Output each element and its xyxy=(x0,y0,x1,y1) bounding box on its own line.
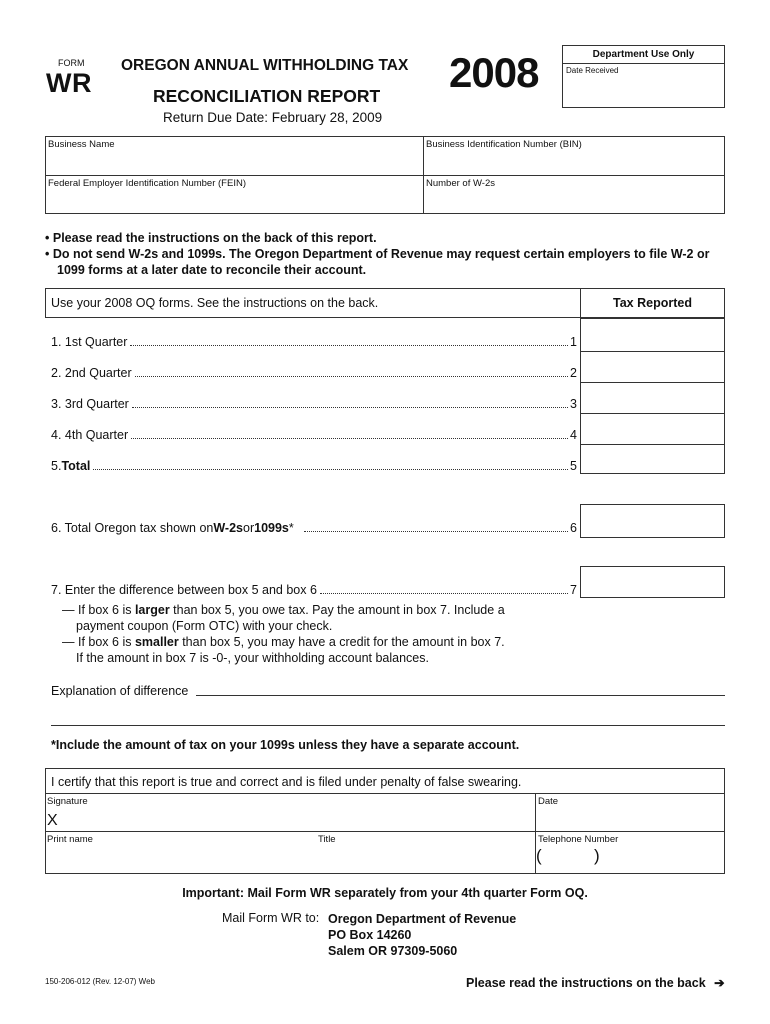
address-line-3: Salem OR 97309-5060 xyxy=(328,944,458,958)
line-7-instructions xyxy=(62,602,505,666)
date-received-label: Date Received xyxy=(566,66,619,75)
title-label: Title xyxy=(318,834,336,845)
box-4-input[interactable] xyxy=(581,413,724,443)
line-4-row: 4. 4th Quarter 4 xyxy=(51,428,577,442)
due-date: Return Due Date: February 28, 2009 xyxy=(163,110,383,125)
form-label: FORM xyxy=(58,58,85,68)
line-7-row: 7. Enter the difference between box 5 and box 6 7 xyxy=(51,583,577,597)
arrow-right-icon: ➔ xyxy=(714,976,725,990)
back-page-note: Please read the instructions on the back ➔ xyxy=(466,976,725,990)
line-6-row: 6. Total Oregon tax shown on W-2s or 1099s * 6 xyxy=(51,521,577,535)
line-2-row: 2. 2nd Quarter 2 xyxy=(51,366,577,380)
box-3-input[interactable] xyxy=(581,382,724,412)
explanation-line-2[interactable] xyxy=(51,725,725,726)
tax-table-instruction: Use your 2008 OQ forms. See the instructions on the back. xyxy=(51,296,379,310)
box-2-input[interactable] xyxy=(581,351,724,381)
divider xyxy=(46,793,724,794)
w2-count-field[interactable] xyxy=(424,191,723,213)
form-year: 2008 xyxy=(449,49,539,96)
box-1-input[interactable] xyxy=(581,319,724,350)
notice-item: • Do not send W-2s and 1099s. The Oregon Department of Revenue may request certain employers to file W-2 or xyxy=(45,247,710,261)
department-use-title: Department Use Only xyxy=(592,49,695,60)
form-code: WR xyxy=(46,68,92,98)
note-credit: — If box 6 is smaller than box 5, you may have a credit for the amount in box 7. xyxy=(62,635,505,649)
footnote: *Include the amount of tax on your 1099s unless they have a separate account. xyxy=(51,738,520,752)
bin-field[interactable] xyxy=(424,152,723,174)
notice-item-continued: 1099 forms at a later date to reconcile their account. xyxy=(57,263,367,277)
line-3-row: 3. 3rd Quarter 3 xyxy=(51,397,577,411)
tax-reported-header: Tax Reported xyxy=(613,296,692,310)
explanation-label: Explanation of difference xyxy=(51,684,189,698)
print-name-label: Print name xyxy=(47,834,93,845)
form-title-line2: RECONCILIATION REPORT xyxy=(153,86,381,106)
box-5-input[interactable] xyxy=(581,444,724,473)
certify-statement: I certify that this report is true and correct and is filed under penalty of false swearing. xyxy=(51,775,522,789)
date-label: Date xyxy=(538,796,559,807)
fein-label: Federal Employer Identification Number (FEIN) xyxy=(48,178,246,189)
line-5-row: 5. Total 5 xyxy=(51,459,577,473)
form-revision-number: 150-206-012 (Rev. 12-07) Web xyxy=(45,977,155,986)
form-title-line1: OREGON ANNUAL WITHHOLDING TAX xyxy=(121,57,409,74)
divider xyxy=(46,175,724,176)
w2-count-label: Number of W-2s xyxy=(426,178,495,189)
date-field[interactable] xyxy=(536,808,723,830)
explanation-line-1[interactable] xyxy=(196,695,725,696)
title-field[interactable] xyxy=(316,846,533,872)
signature-label: Signature xyxy=(47,796,88,807)
line-1-row: 1. 1st Quarter 1 xyxy=(51,335,577,349)
address-line-2: PO Box 14260 xyxy=(328,928,412,942)
phone-area-code-open: ( xyxy=(536,846,542,865)
box-6-input[interactable] xyxy=(580,504,725,538)
note-credit-continued: If the amount in box 7 is -0-, your withholding account balances. xyxy=(76,651,429,665)
box-7-input[interactable] xyxy=(580,566,725,598)
important-mailing-notice: Important: Mail Form WR separately from your 4th quarter Form OQ. xyxy=(182,886,588,900)
note-owe: — If box 6 is larger than box 5, you owe tax. Pay the amount in box 7. Include a xyxy=(62,603,505,617)
phone-area-code-close: ) xyxy=(594,846,600,865)
divider xyxy=(46,831,724,832)
bin-label: Business Identification Number (BIN) xyxy=(426,139,582,150)
department-use-box xyxy=(562,45,725,108)
business-name-field[interactable] xyxy=(46,152,421,174)
divider xyxy=(563,63,724,64)
phone-area-code-field[interactable] xyxy=(547,848,591,870)
business-name-label: Business Name xyxy=(48,139,115,150)
notice-list xyxy=(45,230,709,278)
signature-field[interactable] xyxy=(46,808,533,830)
print-name-field[interactable] xyxy=(46,846,314,872)
note-owe-continued: payment coupon (Form OTC) with your check. xyxy=(76,619,333,633)
telephone-label: Telephone Number xyxy=(538,834,619,845)
mailing-address xyxy=(328,911,516,959)
mail-to-label: Mail Form WR to: xyxy=(222,911,320,925)
fein-field[interactable] xyxy=(46,191,421,213)
notice-item: • Please read the instructions on the back of this report. xyxy=(45,231,377,245)
address-line-1: Oregon Department of Revenue xyxy=(328,912,517,926)
phone-number-field[interactable] xyxy=(604,848,723,870)
signature-mark: X xyxy=(47,812,58,829)
